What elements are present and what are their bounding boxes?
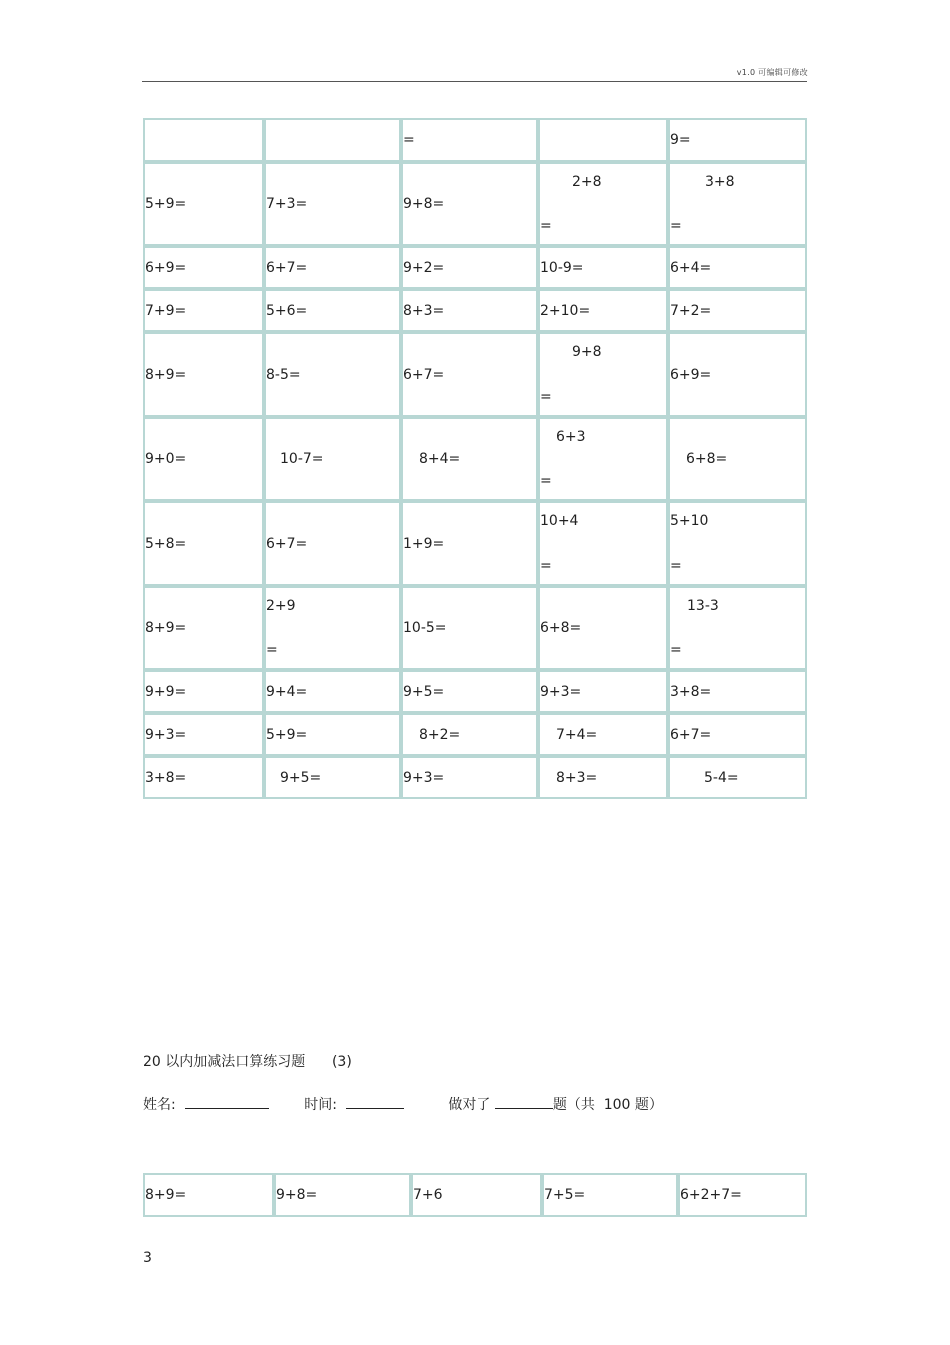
table-row <box>143 118 807 162</box>
problem-text: 5+8= <box>145 535 187 552</box>
problem-cell <box>143 246 264 289</box>
table-row <box>143 713 807 756</box>
problem-text: 8+3= <box>403 302 445 319</box>
problem-text: 8+9= <box>145 366 187 383</box>
problem-text: = <box>403 132 415 148</box>
table-row <box>143 162 807 246</box>
problem-cell <box>401 586 538 670</box>
problem-text: 6+8= <box>540 620 582 636</box>
problem-text: 8+3= <box>556 769 598 786</box>
student-info-line <box>143 1094 663 1114</box>
problem-cell <box>143 586 264 670</box>
problem-text: 6+7= <box>266 535 308 552</box>
equals-sign: = <box>540 558 552 574</box>
problem-cell <box>401 246 538 289</box>
arithmetic-table-1 <box>143 118 807 799</box>
problem-text: 3+8= <box>670 683 712 700</box>
problem-cell <box>668 289 807 332</box>
problem-text: 5+6= <box>266 302 308 319</box>
problem-text: 3+8= <box>145 769 187 786</box>
problem-cell <box>143 756 264 799</box>
problem-cell <box>143 118 264 162</box>
problem-text: 7+4= <box>556 726 598 743</box>
equals-sign: = <box>540 218 552 234</box>
problem-cell <box>538 289 668 332</box>
problem-cell <box>401 756 538 799</box>
table-row <box>143 501 807 586</box>
table-row <box>143 586 807 670</box>
problem-text: 9+9= <box>145 683 187 700</box>
problem-cell <box>538 162 668 246</box>
problem-text: 8+9= <box>145 1187 187 1203</box>
problem-cell <box>668 246 807 289</box>
correct-blank[interactable] <box>495 1096 553 1109</box>
problem-text: 9+0= <box>145 451 187 467</box>
problem-cell <box>264 332 401 417</box>
table-row <box>143 756 807 799</box>
problem-cell <box>264 670 401 713</box>
problem-cell <box>538 713 668 756</box>
problem-text: 9+5= <box>280 769 322 786</box>
problem-cell <box>538 586 668 670</box>
problem-text: 7+5= <box>544 1187 586 1203</box>
problem-cell <box>668 417 807 501</box>
problem-text: 6+7= <box>670 726 712 743</box>
equals-sign: = <box>670 642 682 658</box>
problem-text: 2+8 <box>572 174 602 190</box>
time-blank[interactable] <box>346 1096 404 1109</box>
exercise-title: 20 以内加减法口算练习题 (3) <box>143 1054 352 1070</box>
problem-text: 6+7= <box>266 259 308 276</box>
problem-cell <box>538 501 668 586</box>
problem-cell <box>542 1173 678 1217</box>
problem-text: 3+8 <box>705 174 735 190</box>
problem-cell <box>678 1173 807 1217</box>
problem-cell <box>264 162 401 246</box>
name-blank[interactable] <box>185 1096 269 1109</box>
problem-cell <box>668 756 807 799</box>
name-label: 姓名: <box>143 1097 176 1113</box>
problem-cell <box>538 670 668 713</box>
problem-text: 6+3 <box>556 429 586 445</box>
page-number: 3 <box>143 1250 152 1266</box>
problem-cell <box>411 1173 542 1217</box>
problem-text: 2+10= <box>540 302 591 319</box>
problem-text: 8-5= <box>266 366 301 383</box>
problem-cell <box>264 713 401 756</box>
header-rule <box>142 81 807 82</box>
problem-text: 6+4= <box>670 259 712 276</box>
equals-sign: = <box>670 218 682 234</box>
problem-cell <box>538 332 668 417</box>
problem-cell <box>401 417 538 501</box>
problem-text: 10-7= <box>280 451 324 467</box>
problem-text: 10-5= <box>403 620 447 636</box>
problem-cell <box>668 670 807 713</box>
table-row <box>143 289 807 332</box>
problem-cell <box>668 501 807 586</box>
table-row <box>143 417 807 501</box>
problem-cell <box>274 1173 411 1217</box>
problem-cell <box>264 417 401 501</box>
problem-text: 5+9= <box>266 726 308 743</box>
problem-text: 8+4= <box>419 451 461 467</box>
problem-text: 13-3 <box>687 598 719 614</box>
problem-text: 10+4 <box>540 513 579 529</box>
problem-text: 9+8= <box>403 196 445 212</box>
equals-sign: = <box>540 389 552 405</box>
problem-text: 9+8 <box>572 344 602 360</box>
problem-text: 6+9= <box>145 259 187 276</box>
table-row <box>143 670 807 713</box>
table-row <box>143 246 807 289</box>
problem-text: 9+4= <box>266 683 308 700</box>
problem-cell <box>401 118 538 162</box>
problem-cell <box>538 417 668 501</box>
time-label: 时间: <box>304 1097 337 1113</box>
problem-text: 9+3= <box>403 769 445 786</box>
problem-text: 1+9= <box>403 535 445 552</box>
problem-cell <box>401 501 538 586</box>
problem-cell <box>401 670 538 713</box>
problem-text: 9+2= <box>403 259 445 276</box>
problem-text: 5+9= <box>145 196 187 212</box>
problem-text: 8+2= <box>419 726 461 743</box>
problem-cell <box>264 118 401 162</box>
problem-text: 9+3= <box>145 726 187 743</box>
problem-cell <box>143 1173 274 1217</box>
problem-cell <box>264 246 401 289</box>
problem-cell <box>143 670 264 713</box>
problem-text: 7+3= <box>266 196 308 212</box>
problem-text: 9+3= <box>540 683 582 700</box>
problem-cell <box>143 332 264 417</box>
problem-cell <box>143 501 264 586</box>
problem-cell <box>668 332 807 417</box>
problem-cell <box>401 289 538 332</box>
problem-text: 9= <box>670 132 691 148</box>
problem-text: 8+9= <box>145 620 187 636</box>
table-row <box>143 1173 807 1217</box>
correct-suffix: 题（共 100 题） <box>552 1097 663 1113</box>
problem-text: 6+2+7= <box>680 1187 742 1203</box>
equals-sign: = <box>540 473 552 489</box>
problem-text: 6+9= <box>670 366 712 383</box>
problem-cell <box>264 501 401 586</box>
problem-cell <box>401 162 538 246</box>
problem-text: 10-9= <box>540 259 584 276</box>
problem-cell <box>668 162 807 246</box>
problem-cell <box>538 118 668 162</box>
problem-text: 9+8= <box>276 1187 318 1203</box>
problem-cell <box>538 756 668 799</box>
problem-text: 2+9 <box>266 598 296 614</box>
problem-cell <box>668 713 807 756</box>
problem-cell <box>143 289 264 332</box>
problem-text: 5-4= <box>704 769 739 786</box>
problem-cell <box>143 417 264 501</box>
problem-cell <box>538 246 668 289</box>
correct-label: 做对了 <box>448 1097 491 1113</box>
problem-text: 7+9= <box>145 302 187 319</box>
table-row <box>143 332 807 417</box>
problem-cell <box>264 289 401 332</box>
problem-text: 9+5= <box>403 683 445 700</box>
problem-text: 6+8= <box>686 451 728 467</box>
problem-cell <box>668 118 807 162</box>
problem-cell <box>143 162 264 246</box>
equals-sign: = <box>266 642 278 658</box>
problem-text: 7+2= <box>670 302 712 319</box>
problem-text: 7+6 <box>413 1187 443 1203</box>
problem-cell <box>668 586 807 670</box>
problem-cell <box>264 586 401 670</box>
problem-cell <box>143 713 264 756</box>
version-tag: v1.0 可编辑可修改 <box>736 68 808 77</box>
problem-cell <box>264 756 401 799</box>
arithmetic-table-2 <box>143 1173 807 1217</box>
problem-cell <box>401 332 538 417</box>
problem-text: 6+7= <box>403 366 445 383</box>
problem-cell <box>401 713 538 756</box>
equals-sign: = <box>670 558 682 574</box>
problem-text: 5+10 <box>670 513 709 529</box>
